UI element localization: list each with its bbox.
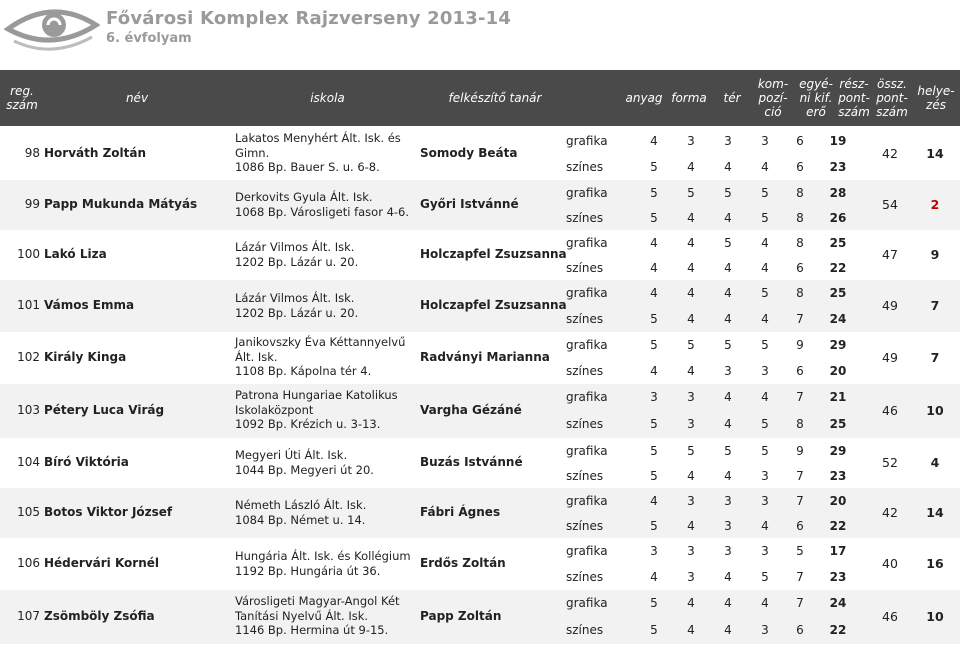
space-score: 4 xyxy=(687,261,695,275)
table-row xyxy=(0,180,960,230)
table-row xyxy=(0,488,960,538)
space-score: 4 xyxy=(687,236,695,250)
total-score: 49 xyxy=(882,350,898,365)
table-row xyxy=(0,332,960,384)
school-line: Tanítási Nyelvű Ált. Isk. xyxy=(235,608,369,623)
form-score: 4 xyxy=(650,286,658,300)
space-score: 4 xyxy=(687,160,695,174)
student-name: Király Kinga xyxy=(44,350,127,364)
school-line: 1108 Bp. Kápolna tér 4. xyxy=(235,364,372,378)
form-score: 4 xyxy=(650,364,658,378)
form-score: 4 xyxy=(650,261,658,275)
sub-total-score: 23 xyxy=(829,160,847,174)
space-score: 3 xyxy=(687,570,695,584)
placement: 14 xyxy=(926,505,944,520)
material-type: színes xyxy=(566,519,604,533)
placement: 4 xyxy=(930,455,940,470)
sub-total-score: 9 xyxy=(796,338,804,352)
material-type: színes xyxy=(566,261,604,275)
material-type: grafika xyxy=(566,544,608,558)
expression-score: 3 xyxy=(761,364,769,378)
school-line: 1092 Bp. Krézich u. 3-13. xyxy=(235,417,381,431)
teacher-name: Holczapfel Zsuzsanna xyxy=(420,247,567,261)
sub-total-score: 24 xyxy=(829,312,847,326)
total-score: 42 xyxy=(882,146,898,161)
material-type: színes xyxy=(566,570,604,584)
col-place: helye-zés xyxy=(917,84,955,112)
material-type: színes xyxy=(566,312,604,326)
sub-total-score: 7 xyxy=(796,494,804,508)
space-score: 4 xyxy=(687,364,695,378)
material-type: grafika xyxy=(566,134,608,148)
school-line: Lázár Vilmos Ált. Isk. xyxy=(235,291,355,305)
school-line: 1044 Bp. Megyeri út 20. xyxy=(235,462,374,477)
total-score: 47 xyxy=(882,247,898,262)
space-score: 3 xyxy=(687,417,695,431)
expression-score: 3 xyxy=(761,544,769,558)
form-score: 5 xyxy=(650,519,658,533)
score-subrow xyxy=(540,464,875,488)
sub-total-score: 20 xyxy=(829,494,847,508)
expression-score: 5 xyxy=(761,570,769,584)
school-line: Városligeti Magyar-Angol Két xyxy=(235,594,400,608)
composition-score: 3 xyxy=(724,364,732,378)
table-header xyxy=(0,70,960,126)
space-score: 4 xyxy=(687,211,695,225)
placement: 7 xyxy=(930,298,940,313)
expression-score: 5 xyxy=(761,444,769,458)
material-type: grafika xyxy=(566,186,608,200)
reg-number: 102 xyxy=(17,350,40,364)
col-subscore: rész-pont-szám xyxy=(838,77,870,119)
teacher-name: Buzás Istvánné xyxy=(420,455,523,469)
form-score: 5 xyxy=(650,444,658,458)
material-type: grafika xyxy=(566,494,608,508)
sub-total-score: 22 xyxy=(829,519,847,533)
expression-score: 5 xyxy=(761,338,769,352)
composition-score: 3 xyxy=(724,134,732,148)
composition-score: 5 xyxy=(724,236,732,250)
expression-score: 3 xyxy=(761,134,769,148)
sub-total-score: 22 xyxy=(829,623,847,637)
score-subrow xyxy=(540,385,875,409)
school-line: Hungária Ált. Isk. és Kollégium xyxy=(235,549,411,563)
score-subrow xyxy=(540,412,875,436)
material-type: színes xyxy=(566,469,604,483)
table-row xyxy=(0,230,960,280)
school-line: 1202 Bp. Lázár u. 20. xyxy=(235,305,359,320)
student-name: Hédervári Kornél xyxy=(44,556,160,570)
composition-score: 4 xyxy=(724,312,732,326)
school-line: Patrona Hungariae Katolikus xyxy=(235,388,398,402)
form-score: 4 xyxy=(650,236,658,250)
material-type: grafika xyxy=(566,286,608,300)
sub-total-score: 6 xyxy=(796,623,804,637)
sub-total-score: 8 xyxy=(796,286,804,300)
school-line: Megyeri Úti Ált. Isk. xyxy=(235,448,348,462)
sub-total-score: 6 xyxy=(796,160,804,174)
col-name: név xyxy=(125,91,149,105)
score-subrow xyxy=(540,333,875,357)
sub-total-score: 8 xyxy=(796,211,804,225)
eye-logo-icon xyxy=(4,3,100,51)
space-score: 5 xyxy=(687,444,695,458)
composition-score: 4 xyxy=(724,390,732,404)
sub-total-score: 23 xyxy=(829,469,847,483)
score-subrow xyxy=(540,129,875,153)
sub-total-score: 26 xyxy=(829,211,847,225)
table-row xyxy=(0,280,960,332)
school-line: 1084 Bp. Német u. 14. xyxy=(235,512,366,527)
expression-score: 4 xyxy=(761,312,769,326)
school-line: 1202 Bp. Lázár u. 20. xyxy=(235,254,359,269)
composition-score: 5 xyxy=(724,186,732,200)
total-score: 54 xyxy=(882,197,898,212)
school-line: 1146 Bp. Hermina út 9-15. xyxy=(235,623,389,637)
sub-total-score: 25 xyxy=(829,286,847,300)
score-subrow xyxy=(540,618,875,642)
reg-number: 106 xyxy=(17,556,40,570)
expression-score: 4 xyxy=(761,596,769,610)
space-score: 4 xyxy=(687,469,695,483)
score-subrow xyxy=(540,591,875,615)
page-header xyxy=(0,0,512,54)
sub-total-score: 7 xyxy=(796,390,804,404)
sub-total-score: 7 xyxy=(796,596,804,610)
sub-total-score: 17 xyxy=(829,544,847,558)
school-line: Lázár Vilmos Ált. Isk. xyxy=(235,240,355,254)
space-score: 4 xyxy=(687,312,695,326)
col-reg: reg. szám xyxy=(6,84,38,112)
composition-score: 4 xyxy=(724,469,732,483)
space-score: 3 xyxy=(687,494,695,508)
composition-score: 4 xyxy=(724,623,732,637)
school-line: 1086 Bp. Bauer S. u. 6-8. xyxy=(235,160,380,174)
page-title: Fővárosi Komplex Rajzverseny 2013-14 xyxy=(106,8,512,29)
expression-score: 5 xyxy=(761,186,769,200)
score-subrow xyxy=(540,439,875,463)
school-line: Németh László Ált. Isk. xyxy=(235,498,367,512)
student-name: Bíró Viktória xyxy=(44,455,129,469)
material-type: grafika xyxy=(566,236,608,250)
composition-score: 5 xyxy=(724,338,732,352)
sub-total-score: 6 xyxy=(796,261,804,275)
teacher-name: Somody Beáta xyxy=(420,146,518,160)
material-type: színes xyxy=(566,623,604,637)
composition-score: 3 xyxy=(724,494,732,508)
composition-score: 4 xyxy=(724,160,732,174)
material-type: színes xyxy=(566,364,604,378)
form-score: 5 xyxy=(650,160,658,174)
placement: 2 xyxy=(930,197,940,212)
composition-score: 4 xyxy=(724,211,732,225)
composition-score: 4 xyxy=(724,570,732,584)
sub-total-score: 25 xyxy=(829,417,847,431)
sub-total-score: 24 xyxy=(829,596,847,610)
total-score: 52 xyxy=(882,455,898,470)
student-name: Botos Viktor József xyxy=(44,505,173,519)
sub-total-score: 6 xyxy=(796,364,804,378)
space-score: 4 xyxy=(687,286,695,300)
material-type: színes xyxy=(566,211,604,225)
expression-score: 4 xyxy=(761,160,769,174)
space-score: 4 xyxy=(687,519,695,533)
composition-score: 3 xyxy=(724,544,732,558)
form-score: 5 xyxy=(650,596,658,610)
composition-score: 4 xyxy=(724,286,732,300)
placement: 7 xyxy=(930,350,940,365)
composition-score: 4 xyxy=(724,417,732,431)
sub-total-score: 23 xyxy=(829,570,847,584)
score-subrow xyxy=(540,539,875,563)
sub-total-score: 25 xyxy=(829,236,847,250)
total-score: 46 xyxy=(882,609,898,624)
school-line: Gimn. xyxy=(235,145,270,160)
material-type: grafika xyxy=(566,390,608,404)
form-score: 3 xyxy=(650,544,658,558)
form-score: 5 xyxy=(650,186,658,200)
expression-score: 3 xyxy=(761,469,769,483)
sub-total-score: 22 xyxy=(829,261,847,275)
expression-score: 4 xyxy=(761,261,769,275)
school-line: Ált. Isk. xyxy=(235,349,278,364)
score-subrow xyxy=(540,489,875,513)
teacher-name: Fábri Ágnes xyxy=(420,505,501,519)
sub-total-score: 29 xyxy=(829,338,847,352)
student-name: Papp Mukunda Mátyás xyxy=(44,197,198,211)
space-score: 4 xyxy=(687,623,695,637)
expression-score: 5 xyxy=(761,417,769,431)
placement: 9 xyxy=(930,247,940,262)
form-score: 4 xyxy=(650,494,658,508)
teacher-name: Vargha Gézáné xyxy=(420,403,522,417)
expression-score: 5 xyxy=(761,211,769,225)
sub-total-score: 7 xyxy=(796,312,804,326)
school-line: 1192 Bp. Hungária út 36. xyxy=(235,563,381,578)
material-type: grafika xyxy=(566,596,608,610)
student-name: Zsömböly Zsófia xyxy=(44,609,155,623)
total-score: 40 xyxy=(882,556,898,571)
expression-score: 3 xyxy=(761,623,769,637)
sub-total-score: 8 xyxy=(796,417,804,431)
reg-number: 104 xyxy=(17,455,40,469)
space-score: 3 xyxy=(687,544,695,558)
composition-score: 4 xyxy=(724,596,732,610)
expression-score: 4 xyxy=(761,390,769,404)
table-row xyxy=(0,128,960,180)
composition-score: 4 xyxy=(724,261,732,275)
reg-number: 105 xyxy=(17,505,40,519)
student-name: Vámos Emma xyxy=(44,298,135,312)
form-score: 5 xyxy=(650,312,658,326)
sub-total-score: 6 xyxy=(796,134,804,148)
space-score: 5 xyxy=(687,186,695,200)
col-space: tér xyxy=(723,91,741,105)
col-expression: egyé-ni kif. erő xyxy=(799,77,833,119)
score-subrow xyxy=(540,181,875,205)
reg-number: 103 xyxy=(17,403,40,417)
form-score: 5 xyxy=(650,469,658,483)
sub-total-score: 9 xyxy=(796,444,804,458)
page-subtitle: 6. évfolyam xyxy=(106,31,192,46)
reg-number: 98 xyxy=(24,146,40,160)
school-line: Derkovits Gyula Ált. Isk. xyxy=(235,190,373,204)
space-score: 3 xyxy=(687,390,695,404)
table-row xyxy=(0,438,960,488)
teacher-name: Radványi Marianna xyxy=(420,350,550,364)
col-composition: kom-pozí-ció xyxy=(757,77,789,119)
expression-score: 3 xyxy=(761,494,769,508)
score-subrow xyxy=(540,256,875,280)
table-row xyxy=(0,538,960,590)
composition-score: 5 xyxy=(724,444,732,458)
score-subrow xyxy=(540,565,875,589)
table-row xyxy=(0,590,960,644)
form-score: 5 xyxy=(650,623,658,637)
score-subrow xyxy=(540,514,875,538)
score-subrow xyxy=(540,307,875,331)
form-score: 4 xyxy=(650,134,658,148)
score-subrow xyxy=(540,206,875,230)
student-name: Pétery Luca Virág xyxy=(44,403,165,417)
space-score: 4 xyxy=(687,596,695,610)
sub-total-score: 7 xyxy=(796,570,804,584)
score-subrow xyxy=(540,231,875,255)
teacher-name: Győri Istvánné xyxy=(420,197,519,211)
student-name: Horváth Zoltán xyxy=(44,146,147,160)
material-type: grafika xyxy=(566,338,608,352)
expression-score: 4 xyxy=(761,519,769,533)
space-score: 3 xyxy=(687,134,695,148)
expression-score: 5 xyxy=(761,286,769,300)
teacher-name: Erdős Zoltán xyxy=(420,556,506,570)
reg-number: 100 xyxy=(17,247,40,261)
sub-total-score: 7 xyxy=(796,469,804,483)
col-form: forma xyxy=(671,91,707,105)
reg-number: 107 xyxy=(17,609,40,623)
composition-score: 3 xyxy=(724,519,732,533)
placement: 10 xyxy=(926,609,944,624)
table-row xyxy=(0,384,960,438)
material-type: színes xyxy=(566,417,604,431)
material-type: színes xyxy=(566,160,604,174)
total-score: 42 xyxy=(882,505,898,520)
total-score: 46 xyxy=(882,403,898,418)
score-subrow xyxy=(540,359,875,383)
sub-total-score: 21 xyxy=(829,390,847,404)
placement: 10 xyxy=(926,403,944,418)
sub-total-score: 6 xyxy=(796,519,804,533)
sub-total-score: 28 xyxy=(829,186,847,200)
col-material: anyag xyxy=(625,91,663,105)
sub-total-score: 19 xyxy=(829,134,847,148)
col-teacher: felkészítő tanár xyxy=(448,91,542,105)
score-subrow xyxy=(540,155,875,179)
reg-number: 99 xyxy=(24,197,40,211)
form-score: 5 xyxy=(650,338,658,352)
sub-total-score: 29 xyxy=(829,444,847,458)
placement: 16 xyxy=(926,556,944,571)
sub-total-score: 8 xyxy=(796,236,804,250)
school-line: Iskolaközpont xyxy=(235,402,314,417)
expression-score: 4 xyxy=(761,236,769,250)
col-total: össz. pont-szám xyxy=(876,77,908,119)
school-line: 1068 Bp. Városligeti fasor 4-6. xyxy=(235,204,410,219)
space-score: 5 xyxy=(687,338,695,352)
form-score: 3 xyxy=(650,390,658,404)
form-score: 5 xyxy=(650,417,658,431)
form-score: 4 xyxy=(650,570,658,584)
reg-number: 101 xyxy=(17,298,40,312)
school-line: Lakatos Menyhért Ált. Isk. és xyxy=(235,131,401,145)
total-score: 49 xyxy=(882,298,898,313)
sub-total-score: 20 xyxy=(829,364,847,378)
student-name: Lakó Liza xyxy=(44,247,107,261)
score-subrow xyxy=(540,281,875,305)
material-type: grafika xyxy=(566,444,608,458)
teacher-name: Holczapfel Zsuzsanna xyxy=(420,298,567,312)
sub-total-score: 5 xyxy=(796,544,804,558)
col-school: iskola xyxy=(310,91,345,105)
school-line: Janikovszky Éva Kéttannyelvű xyxy=(235,335,406,349)
form-score: 5 xyxy=(650,211,658,225)
placement: 14 xyxy=(926,146,944,161)
teacher-name: Papp Zoltán xyxy=(420,609,502,623)
sub-total-score: 8 xyxy=(796,186,804,200)
